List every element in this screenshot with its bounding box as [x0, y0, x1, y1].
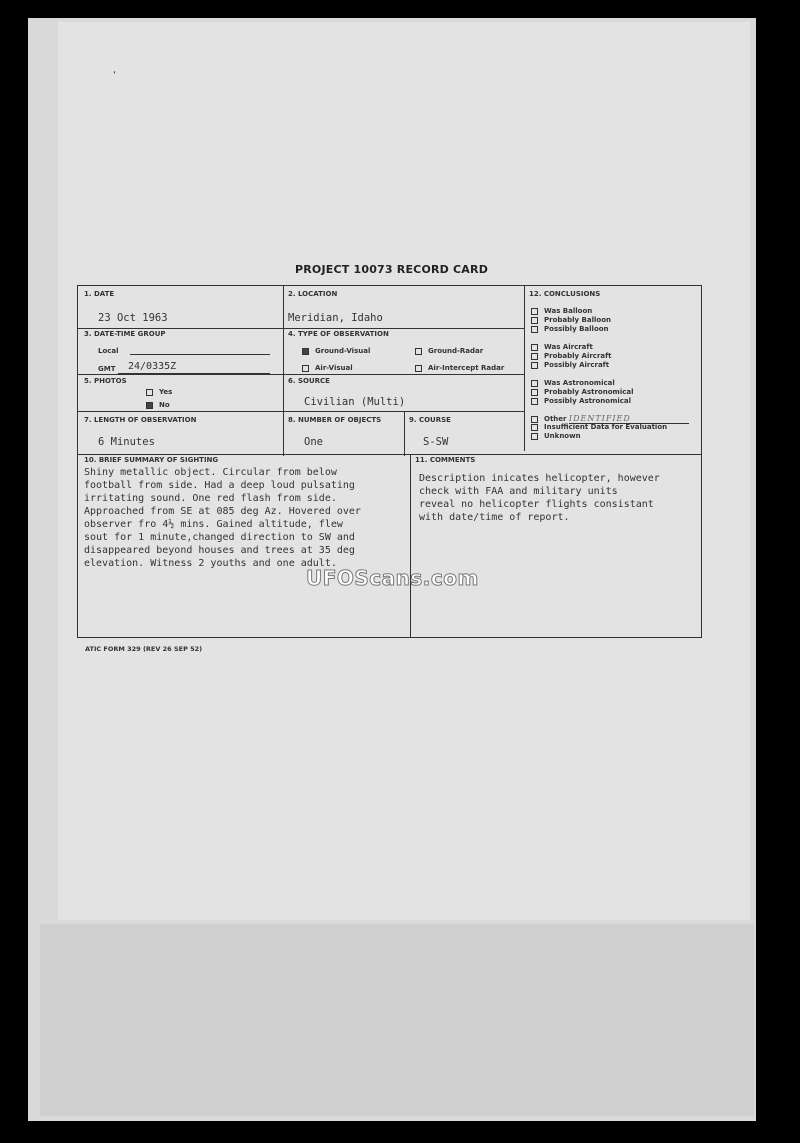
type-ground-visual: Ground-Visual	[302, 347, 370, 355]
local-label: Local	[98, 347, 119, 355]
dtg-label: 3. DATE-TIME GROUP	[84, 330, 166, 338]
conclusion-other: Other IDENTIFIED	[531, 414, 689, 424]
objects-label: 8. NUMBER OF OBJECTS	[288, 416, 382, 424]
checkbox	[531, 380, 538, 387]
course-label: 9. COURSE	[409, 416, 451, 424]
summary-line: elevation. Witness 2 youths and one adult.	[84, 558, 337, 569]
card-title: PROJECT 10073 RECORD CARD	[295, 263, 489, 276]
comments-line: check with FAA and military units	[419, 486, 618, 497]
form-footer: ATIC FORM 329 (REV 26 SEP 52)	[85, 645, 203, 653]
checkbox	[146, 389, 153, 396]
gmt-label: GMT	[98, 365, 116, 373]
checkbox	[531, 398, 538, 405]
source-value: Civilian (Multi)	[304, 396, 406, 408]
checkbox	[531, 433, 538, 440]
length-label: 7. LENGTH OF OBSERVATION	[84, 416, 197, 424]
photos-yes: Yes	[146, 388, 172, 396]
divider	[524, 286, 525, 451]
checkbox-checked	[302, 348, 309, 355]
comments-line: with date/time of report.	[419, 512, 570, 523]
comments-label: 11. COMMENTS	[415, 456, 476, 464]
divider	[78, 454, 701, 455]
conclusion-was-aircraft: Was Aircraft	[531, 343, 593, 351]
checkbox	[302, 365, 309, 372]
summary-line: Shiny metallic object. Circular from below	[84, 467, 337, 478]
comments-line: reveal no helicopter flights consistant	[419, 499, 654, 510]
checkbox	[531, 317, 538, 324]
conclusion-possibly-astronomical: Possibly Astronomical	[531, 397, 631, 405]
checkbox	[531, 344, 538, 351]
summary-label: 10. BRIEF SUMMARY OF SIGHTING	[84, 456, 219, 464]
comments-text	[419, 472, 701, 524]
source-label: 6. SOURCE	[288, 377, 330, 385]
divider	[283, 286, 284, 456]
checkbox-checked	[146, 402, 153, 409]
checkbox	[415, 365, 422, 372]
summary-line: disappeared beyond houses and trees at 35 deg	[84, 545, 355, 556]
conclusion-probably-astronomical: Probably Astronomical	[531, 388, 634, 396]
divider	[410, 454, 411, 637]
location-value: Meridian, Idaho	[288, 312, 383, 324]
conclusion-possibly-aircraft: Possibly Aircraft	[531, 361, 609, 369]
checkbox	[531, 353, 538, 360]
date-label: 1. DATE	[84, 290, 115, 298]
location-label: 2. LOCATION	[288, 290, 338, 298]
summary-line: observer fro 4½ mins. Gained altitude, flew	[84, 519, 343, 530]
conclusion-possibly-balloon: Possibly Balloon	[531, 325, 609, 333]
local-line	[130, 354, 270, 355]
photos-no: No	[146, 401, 170, 409]
conclusion-unknown: Unknown	[531, 432, 581, 440]
checkbox	[531, 416, 538, 423]
checkbox	[415, 348, 422, 355]
date-value: 23 Oct 1963	[98, 312, 168, 324]
conclusion-was-astronomical: Was Astronomical	[531, 379, 615, 387]
conclusion-insufficient-data: Insufficient Data for Evaluation	[531, 423, 667, 431]
type-air-visual: Air-Visual	[302, 364, 353, 372]
course-value: S-SW	[423, 436, 449, 448]
other-handwritten-value: IDENTIFIED	[569, 414, 689, 424]
checkbox	[531, 424, 538, 431]
conclusion-was-balloon: Was Balloon	[531, 307, 592, 315]
photos-label: 5. PHOTOS	[84, 377, 127, 385]
summary-line: Approached from SE at 085 deg Az. Hovered over	[84, 506, 361, 517]
summary-text	[84, 466, 409, 570]
gmt-line	[118, 373, 270, 374]
conclusion-probably-balloon: Probably Balloon	[531, 316, 611, 324]
conclusions-label: 12. CONCLUSIONS	[529, 290, 601, 298]
length-value: 6 Minutes	[98, 436, 155, 448]
checkbox	[531, 389, 538, 396]
comments-line: Description inicates helicopter, however	[419, 473, 660, 484]
summary-line: irritating sound. One red flash from side.	[84, 493, 337, 504]
checkbox	[531, 362, 538, 369]
watermark: UFOScans.com	[306, 566, 479, 590]
divider	[78, 328, 524, 329]
summary-line: sout for 1 minute,changed direction to SW and	[84, 532, 355, 543]
conclusion-probably-aircraft: Probably Aircraft	[531, 352, 612, 360]
type-label: 4. TYPE OF OBSERVATION	[288, 330, 389, 338]
gmt-value: 24/0335Z	[128, 361, 177, 372]
checkbox	[531, 308, 538, 315]
objects-value: One	[304, 436, 323, 448]
type-air-intercept-radar: Air-Intercept Radar	[415, 364, 504, 372]
divider	[78, 411, 524, 412]
type-ground-radar: Ground-Radar	[415, 347, 483, 355]
divider	[404, 411, 405, 456]
divider	[78, 374, 524, 375]
next-sheet	[40, 924, 754, 1116]
pencil-mark: ‘	[113, 70, 117, 81]
checkbox	[531, 326, 538, 333]
summary-line: football from side. Had a deep loud pulsating	[84, 480, 355, 491]
